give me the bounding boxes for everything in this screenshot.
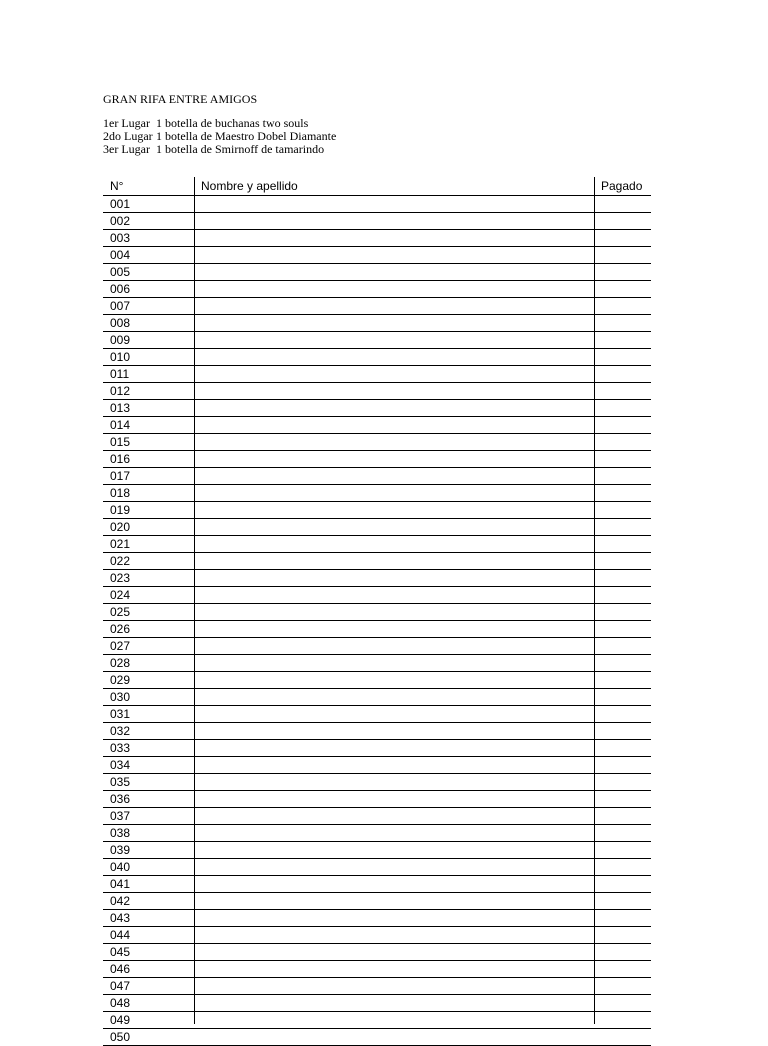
table-row	[103, 876, 651, 893]
table-row	[103, 400, 651, 417]
ticket-number: 003	[110, 231, 131, 245]
table-row	[103, 859, 651, 876]
table-row	[103, 740, 651, 757]
ticket-number: 045	[110, 945, 131, 959]
prize-place: 3er Lugar	[103, 142, 150, 156]
ticket-number: 033	[110, 741, 131, 755]
ticket-number: 029	[110, 673, 131, 687]
raffle-table	[103, 177, 651, 1046]
table-row	[103, 230, 651, 247]
table-row	[103, 434, 651, 451]
table-row	[103, 247, 651, 264]
table-row	[103, 349, 651, 366]
table-header	[103, 177, 651, 196]
table-row	[103, 757, 651, 774]
ticket-number: 006	[110, 282, 131, 296]
table-row	[103, 213, 651, 230]
table-row	[103, 485, 651, 502]
column-divider	[194, 177, 195, 1024]
prize-description: 1 botella de Maestro Dobel Diamante	[156, 129, 337, 143]
ticket-number: 016	[110, 452, 131, 466]
table-row	[103, 944, 651, 961]
ticket-number: 002	[110, 214, 131, 228]
ticket-number: 031	[110, 707, 131, 721]
table-row	[103, 1029, 651, 1046]
table-row	[103, 791, 651, 808]
ticket-number: 014	[110, 418, 131, 432]
table-row	[103, 468, 651, 485]
table-row	[103, 451, 651, 468]
header-name: Nombre y apellido	[201, 179, 298, 193]
table-row	[103, 808, 651, 825]
table-row	[103, 264, 651, 281]
header-number: N°	[110, 179, 124, 193]
table-row	[103, 961, 651, 978]
ticket-number: 012	[110, 384, 131, 398]
table-row	[103, 417, 651, 434]
table-row	[103, 570, 651, 587]
table-row	[103, 332, 651, 349]
table-row	[103, 995, 651, 1012]
ticket-number: 026	[110, 622, 131, 636]
table-row	[103, 910, 651, 927]
ticket-number: 038	[110, 826, 131, 840]
ticket-number: 013	[110, 401, 131, 415]
header-paid: Pagado	[601, 179, 643, 193]
table-body	[103, 196, 651, 1046]
ticket-number: 043	[110, 911, 131, 925]
raffle-title: GRAN RIFA ENTRE AMIGOS	[103, 92, 258, 106]
table-row	[103, 655, 651, 672]
ticket-number: 041	[110, 877, 131, 891]
ticket-number: 032	[110, 724, 131, 738]
ticket-number: 039	[110, 843, 131, 857]
ticket-number: 028	[110, 656, 131, 670]
table-row	[103, 638, 651, 655]
ticket-number: 047	[110, 979, 131, 993]
prize-place: 1er Lugar	[103, 116, 150, 130]
ticket-number: 035	[110, 775, 131, 789]
table-row	[103, 774, 651, 791]
ticket-number: 009	[110, 333, 131, 347]
ticket-number: 004	[110, 248, 131, 262]
ticket-number: 034	[110, 758, 131, 772]
ticket-number: 021	[110, 537, 131, 551]
table-row	[103, 315, 651, 332]
table-row	[103, 927, 651, 944]
ticket-number: 037	[110, 809, 131, 823]
table-row	[103, 893, 651, 910]
ticket-number: 030	[110, 690, 131, 704]
prize-place: 2do Lugar	[103, 129, 153, 143]
ticket-number: 011	[110, 367, 130, 381]
ticket-number: 046	[110, 962, 131, 976]
table-row	[103, 502, 651, 519]
prize-list	[103, 117, 336, 156]
ticket-number: 027	[110, 639, 131, 653]
ticket-number: 025	[110, 605, 131, 619]
ticket-number: 008	[110, 316, 131, 330]
table-row	[103, 519, 651, 536]
table-row	[103, 196, 651, 213]
table-row	[103, 842, 651, 859]
table-row	[103, 672, 651, 689]
ticket-number: 007	[110, 299, 131, 313]
column-divider	[594, 177, 595, 1024]
prize-description: 1 botella de buchanas two souls	[156, 116, 309, 130]
table-row	[103, 723, 651, 740]
ticket-number: 001	[110, 197, 131, 211]
table-row	[103, 621, 651, 638]
prize-description: 1 botella de Smirnoff de tamarindo	[156, 142, 325, 156]
table-row	[103, 978, 651, 995]
table-row	[103, 366, 651, 383]
ticket-number: 042	[110, 894, 131, 908]
ticket-number: 050	[110, 1030, 131, 1044]
table-row	[103, 281, 651, 298]
table-row	[103, 1012, 651, 1029]
table-row	[103, 689, 651, 706]
ticket-number: 018	[110, 486, 131, 500]
ticket-number: 036	[110, 792, 131, 806]
ticket-number: 015	[110, 435, 131, 449]
table-row	[103, 587, 651, 604]
ticket-number: 048	[110, 996, 131, 1010]
ticket-number: 010	[110, 350, 131, 364]
ticket-number: 005	[110, 265, 131, 279]
table-row	[103, 536, 651, 553]
ticket-number: 049	[110, 1013, 131, 1027]
ticket-number: 044	[110, 928, 131, 942]
ticket-number: 020	[110, 520, 131, 534]
ticket-number: 040	[110, 860, 131, 874]
table-row	[103, 553, 651, 570]
ticket-number: 017	[110, 469, 131, 483]
ticket-number: 023	[110, 571, 131, 585]
table-row	[103, 825, 651, 842]
prize-3	[103, 143, 336, 156]
ticket-number: 022	[110, 554, 131, 568]
table-row	[103, 383, 651, 400]
table-row	[103, 706, 651, 723]
ticket-number: 024	[110, 588, 131, 602]
table-row	[103, 298, 651, 315]
ticket-number: 019	[110, 503, 131, 517]
table-row	[103, 604, 651, 621]
